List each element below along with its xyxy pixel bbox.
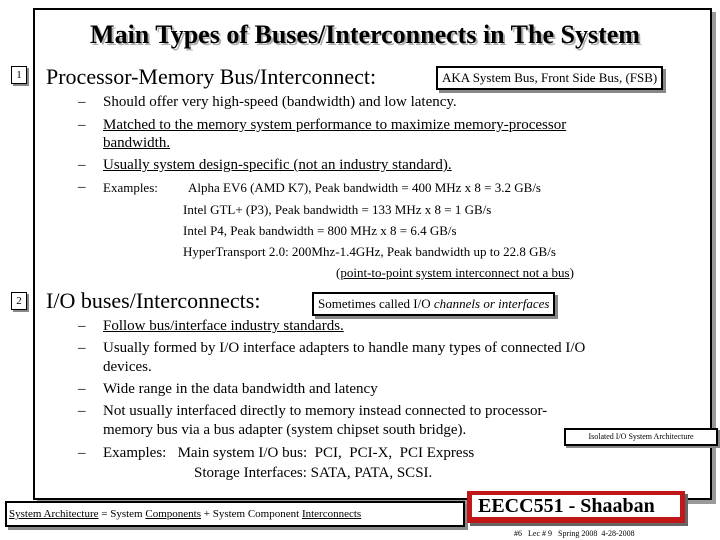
- section-number-1: 1: [11, 66, 27, 84]
- bullet-text-continued: memory bus via a bus adapter (system chipset south bridge).: [103, 422, 467, 438]
- example-item: Alpha EV6 (AMD K7), Peak bandwidth = 400 MHz x 8 = 3.2 GB/s: [188, 180, 541, 195]
- bullet-dash: –: [78, 403, 86, 419]
- bullet-dash: –: [78, 318, 86, 334]
- bullet-text: Examples: Main system I/O bus: PCI, PCI-X, PCI Express: [103, 445, 475, 461]
- callout-prefix: Sometimes called I/O: [318, 296, 434, 311]
- bullet-text: Follow bus/interface industry standards.: [103, 318, 344, 334]
- fsb-callout: AKA System Bus, Front Side Bus, (FSB): [436, 66, 663, 90]
- example-item: Intel P4, Peak bandwidth = 800 MHz x 8 = 6.4 GB/s: [183, 223, 457, 238]
- bullet-text: Usually formed by I/O interface adapters to handle many types of connected I/O: [103, 340, 586, 356]
- bullet-text-continued: devices.: [103, 359, 152, 375]
- bullet-dash: –: [78, 179, 86, 195]
- isolated-io-architecture-link[interactable]: Isolated I/O System Architecture: [564, 428, 718, 446]
- bullet-dash: –: [78, 340, 86, 356]
- hypertransport-note: [336, 265, 574, 281]
- footer-part: Components: [145, 508, 201, 520]
- note-open: (: [336, 265, 341, 280]
- bullet-dash: –: [78, 157, 86, 173]
- footer-part: Interconnects: [301, 508, 362, 520]
- course-logo-text: EECC551 - Shaaban: [471, 494, 681, 518]
- bullet-dash: –: [78, 94, 86, 110]
- footer-part: = System: [98, 508, 146, 520]
- io-channels-callout: [312, 292, 555, 316]
- footer-part: System Architecture: [9, 508, 99, 520]
- example-item: HyperTransport 2.0: 200Mhz-1.4GHz, Peak bandwidth up to 22.8 GB/s: [183, 244, 556, 259]
- footer-part: + System Component: [201, 508, 302, 520]
- bullet-text: Should offer very high-speed (bandwidth) and low latency.: [103, 94, 457, 110]
- bullet-dash: –: [78, 445, 86, 461]
- bullet-text-continued: Storage Interfaces: SATA, PATA, SCSI.: [194, 465, 433, 481]
- section-heading-processor-memory: Processor-Memory Bus/Interconnect:: [46, 64, 377, 89]
- system-architecture-footer: [5, 501, 465, 527]
- note-close: ): [569, 265, 574, 280]
- bullet-text: Wide range in the data bandwidth and latency: [103, 381, 378, 397]
- section-number-2: 2: [11, 292, 27, 310]
- bullet-text-continued: bandwidth.: [103, 135, 171, 151]
- example-item: Intel GTL+ (P3), Peak bandwidth = 133 MHz x 8 = 1 GB/s: [183, 202, 492, 217]
- slide-title: Main Types of Buses/Interconnects in The System: [90, 20, 640, 49]
- course-logo: [467, 491, 685, 523]
- examples-label: Examples:: [103, 180, 158, 195]
- callout-italic: channels or interfaces: [433, 296, 550, 311]
- bullet-text: Usually system design-specific (not an industry standard).: [103, 157, 452, 173]
- bullet-text: Not usually interfaced directly to memory instead connected to processor-: [103, 403, 548, 419]
- section-heading-io-buses: I/O buses/Interconnects:: [46, 288, 261, 313]
- note-text: point-to-point system interconnect not a bus: [340, 265, 570, 280]
- bullet-text: Matched to the memory system performance to maximize memory-processor: [103, 117, 567, 133]
- bullet-dash: –: [78, 117, 86, 133]
- bullet-dash: –: [78, 381, 86, 397]
- lecture-info: #6 Lec # 9 Spring 2008 4-28-2008: [514, 529, 635, 538]
